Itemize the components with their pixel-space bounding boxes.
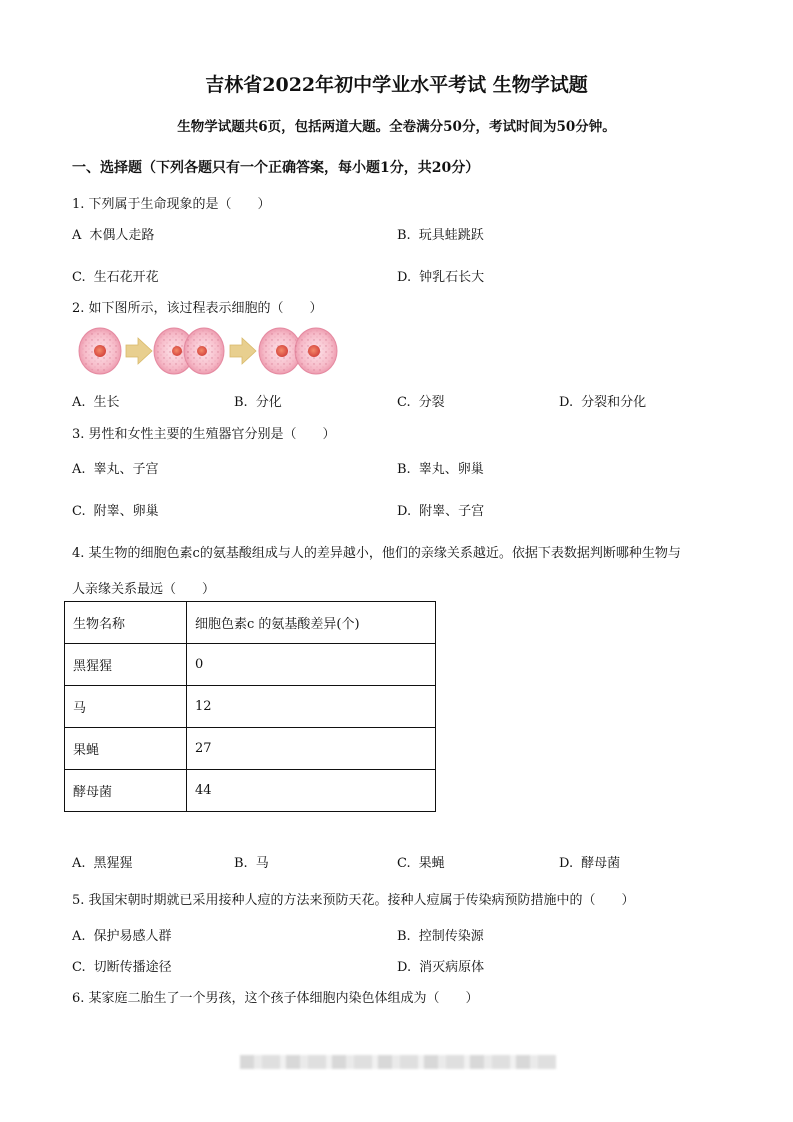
cell-division-diagram (78, 326, 340, 376)
table-cell: 黑猩猩 (65, 644, 187, 686)
question-5: 5. 我国宋朝时期就已采用接种人痘的方法来预防天花。接种人痘属于传染病预防措施中的（ ） (72, 893, 635, 908)
table-cell: 酵母菌 (65, 770, 187, 812)
q3-option-a: A. 睾丸、子宫 (72, 462, 159, 477)
arrow-right-icon (230, 338, 256, 364)
single-cell-icon (79, 328, 121, 374)
q1-option-d: D. 钟乳石长大 (397, 270, 485, 285)
table-row (65, 728, 436, 770)
q4-option-b: B. 马 (234, 856, 269, 871)
table-cell: 44 (187, 770, 436, 812)
question-1: 1. 下列属于生命现象的是（ ） (72, 197, 271, 212)
table-row (65, 686, 436, 728)
q1-option-b: B. 玩具蛙跳跃 (397, 228, 484, 243)
question-6: 6. 某家庭二胎生了一个男孩，这个孩子体细胞内染色体组成为（ ） (72, 991, 479, 1006)
arrow-right-icon (126, 338, 152, 364)
q2-option-a: A. 生长 (72, 395, 120, 410)
q1-option-c: C. 生石花开花 (72, 270, 159, 285)
dividing-cell-icon (154, 328, 224, 374)
table-header-cell: 生物名称 (65, 602, 187, 644)
table-cell: 果蝇 (65, 728, 187, 770)
table-header-cell: 细胞色素c 的氨基酸差异(个) (187, 602, 436, 644)
q2-option-c: C. 分裂 (397, 395, 445, 410)
q3-option-c: C. 附睾、卵巢 (72, 504, 159, 519)
q2-option-d: D. 分裂和分化 (559, 395, 647, 410)
q3-option-d: D. 附睾、子宫 (397, 504, 485, 519)
table-cell: 27 (187, 728, 436, 770)
q4-option-d: D. 酵母菌 (559, 856, 621, 871)
cytochrome-c-table (64, 601, 436, 812)
page-title: 吉林省2022年初中学业水平考试 生物学试题 (205, 74, 588, 96)
question-3: 3. 男性和女性主要的生殖器官分别是（ ） (72, 427, 336, 442)
two-cells-icon (259, 328, 337, 374)
q5-option-a: A. 保护易感人群 (72, 929, 172, 944)
q4-option-a: A. 黑猩猩 (72, 856, 133, 871)
table-cell: 马 (65, 686, 187, 728)
table-row (65, 770, 436, 812)
question-4: 4. 某生物的细胞色素c的氨基酸组成与人的差异越小，他们的亲缘关系越近。依据下表数据判断哪种生物与 (72, 546, 681, 561)
exam-instructions: 生物学试题共6页，包括两道大题。全卷满分50分，考试时间为50分钟。 (177, 119, 616, 135)
question-2: 2. 如下图所示，该过程表示细胞的（ ） (72, 301, 323, 316)
q5-option-d: D. 消灭病原体 (397, 960, 485, 975)
table-header-row (65, 602, 436, 644)
section-heading: 一、选择题（下列各题只有一个正确答案，每小题1分，共20分） (72, 160, 480, 176)
q2-option-b: B. 分化 (234, 395, 282, 410)
table-cell: 12 (187, 686, 436, 728)
q3-option-b: B. 睾丸、卵巢 (397, 462, 484, 477)
q5-option-c: C. 切断传播途径 (72, 960, 172, 975)
table-row (65, 644, 436, 686)
blurred-footer (240, 1055, 556, 1069)
q4-option-c: C. 果蝇 (397, 856, 445, 871)
question-4-continued: 人亲缘关系最远（ ） (72, 582, 216, 597)
q5-option-b: B. 控制传染源 (397, 929, 484, 944)
q1-option-a: A 木偶人走路 (72, 228, 155, 243)
table-cell: 0 (187, 644, 436, 686)
